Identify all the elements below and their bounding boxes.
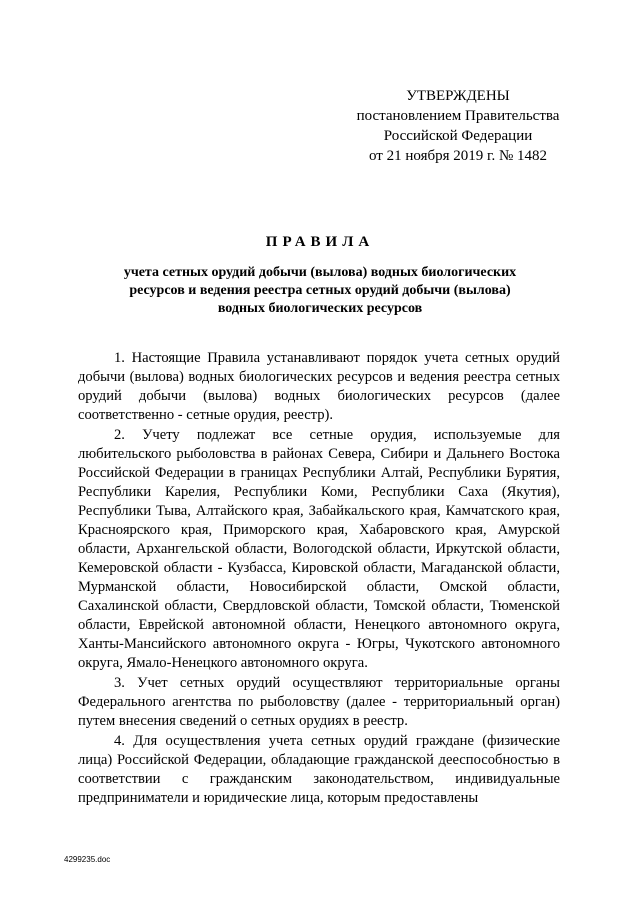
approval-title: УТВЕРЖДЕНЫ: [406, 88, 510, 104]
approval-authority: Российской Федерации: [383, 128, 533, 144]
approval-block: [340, 86, 576, 166]
approval-resolution: постановлением Правительства: [356, 108, 560, 124]
paragraph-1: 1. Настоящие Правила устанавливают порядок учета сетных орудий добычи (вылова) водных биологических ресурсов и ведения реестра сетных орудий добычи (вылова) водных биологических ресурсов (далее соответственно - сетные орудия, реестр).: [78, 350, 560, 423]
document-subtitle-line: ресурсов и ведения реестра сетных орудий добычи (вылова): [129, 283, 511, 298]
document-title: ПРАВИЛА: [265, 234, 375, 250]
document-subtitle-line: водных биологических ресурсов: [217, 301, 423, 316]
document-subtitle-line: учета сетных орудий добычи (вылова) водных биологических: [123, 265, 517, 280]
document-body: [78, 349, 560, 809]
paragraph-4: 4. Для осуществления учета сетных орудий граждане (физические лица) Российской Федерации, обладающие гражданской дееспособностью в соответствии с гражданским законодательством, индивидуальные предприниматели и юридические лица, которым предоставлены: [78, 733, 560, 806]
paragraph-3: 3. Учет сетных орудий осуществляют территориальные органы Федерального агентства по рыболовству (далее - территориальный орган) путем внесения сведений о сетных орудиях в реестр.: [78, 675, 560, 729]
paragraph-2: 2. Учету подлежат все сетные орудия, используемые для любительского рыболовства в районах Севера, Сибири и Дальнего Востока Российской Федерации в границах Республики Алтай, Республики Бурятия, Республики Карелия, Республики Коми, Республики Саха (Якутия), Республики Тыва, Алтайского края, Забайкальского края, Камчатского края, Красноярского края, Приморского края, Хабаровского края, Амурской области, Архангельской области, Вологодской области, Иркутской области, Кемеровской области - Кузбасса, Кировской области, Магаданской области, Мурманской области, Новосибирской области, Омской области, Сахалинской области, Свердловской области, Томской области, Тюменской области, Еврейской автономной области, Ненецкого автономного округа, Ханты-Мансийского автономного округа - Югры, Чукотского автономного округа, Ямало-Ненецкого автономного округа.: [78, 427, 560, 671]
approval-date-number: от 21 ноября 2019 г. № 1482: [368, 148, 548, 164]
document-file-id: 4299235.doc: [64, 855, 111, 864]
document-heading: [60, 232, 580, 318]
